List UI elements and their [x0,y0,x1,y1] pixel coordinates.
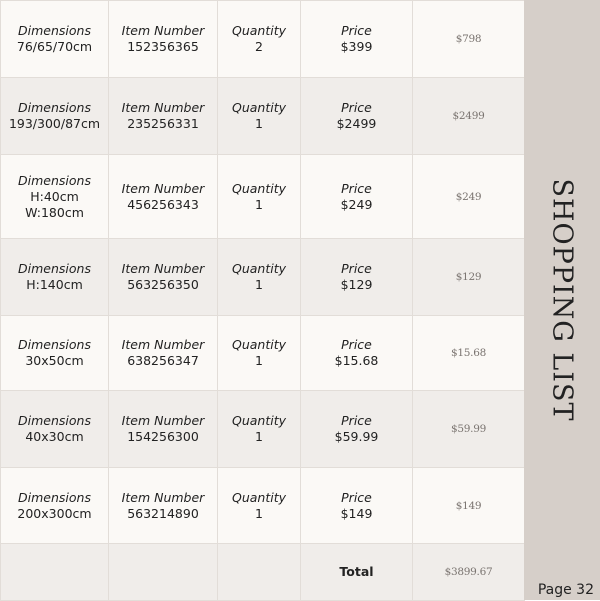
price-label: Price [341,413,372,428]
quantity-value: 1 [255,116,263,131]
quantity-label: Quantity [231,413,287,428]
item-number-label: Item Number [121,100,205,115]
total-row [1,544,525,601]
item-number-cell [109,468,218,544]
table-row [1,316,525,391]
item-number-cell [109,78,218,155]
quantity-value: 1 [255,277,263,292]
subtotal-cell: $149 [413,468,525,544]
item-number-label: Item Number [121,180,205,196]
dimensions-label: Dimensions [18,172,91,188]
price-cell [301,468,413,544]
item-number-cell [109,239,218,316]
dimensions-value: 40x30cm [25,429,84,444]
price-cell [301,78,413,155]
quantity-cell [218,155,301,239]
price-value: $59.99 [334,429,379,444]
table-row [1,239,525,316]
item-number-label: Item Number [121,261,205,276]
item-number-cell [109,316,218,391]
subtotal-cell: $129 [413,239,525,316]
quantity-label: Quantity [231,337,287,352]
item-number-value: 235256331 [127,116,199,131]
subtotal-cell: $798 [413,1,525,78]
item-number-value: 456256343 [127,196,199,212]
dimensions-cell [1,391,109,468]
price-cell [301,239,413,316]
item-number-value: 563256350 [127,277,199,292]
subtotal-cell: $249 [413,155,525,239]
dimensions-value: W:180cm [25,204,84,220]
dimensions-cell [1,316,109,391]
quantity-cell [218,239,301,316]
item-number-label: Item Number [121,489,205,505]
quantity-value: 1 [255,505,263,521]
table-row [1,155,525,239]
item-number-cell [109,391,218,468]
item-number-cell [109,1,218,78]
quantity-cell [218,1,301,78]
dimensions-value: 193/300/87cm [8,116,101,131]
item-number-label: Item Number [121,337,205,352]
total-label: Total [301,544,413,601]
table-row [1,468,525,544]
dimensions-value: H:140cm [26,277,83,292]
price-value: $15.68 [334,353,379,368]
quantity-value: 2 [255,39,263,54]
subtotal-cell: $59.99 [413,391,525,468]
empty-cell [218,544,301,601]
price-value: $149 [340,505,373,521]
item-number-value: 563214890 [127,505,199,521]
dimensions-value: 200x300cm [17,505,92,521]
subtotal-cell: $2499 [413,78,525,155]
price-cell [301,155,413,239]
dimensions-label: Dimensions [18,100,91,115]
dimensions-label: Dimensions [18,413,91,428]
dimensions-cell [1,155,109,239]
shopping-list-title: SHOPPING LIST [546,178,578,422]
dimensions-value: 30x50cm [25,353,84,368]
dimensions-label: Dimensions [18,23,91,38]
quantity-label: Quantity [231,180,287,196]
item-number-value: 638256347 [127,353,199,368]
item-number-value: 152356365 [127,39,199,54]
quantity-label: Quantity [231,23,287,38]
quantity-cell [218,468,301,544]
table-row [1,78,525,155]
quantity-label: Quantity [231,100,287,115]
empty-cell [1,544,109,601]
side-panel [524,0,600,600]
price-cell [301,391,413,468]
subtotal-cell: $15.68 [413,316,525,391]
quantity-label: Quantity [231,489,287,505]
dimensions-value: H:40cm [30,188,79,204]
quantity-value: 1 [255,196,263,212]
dimensions-cell [1,239,109,316]
dimensions-label: Dimensions [18,337,91,352]
dimensions-label: Dimensions [18,261,91,276]
dimensions-cell [1,78,109,155]
quantity-cell [218,316,301,391]
dimensions-cell [1,468,109,544]
item-number-cell [109,155,218,239]
price-value: $129 [340,277,373,292]
price-value: $249 [340,196,373,212]
table-row [1,1,525,78]
page-number: Page 32 [537,582,594,598]
dimensions-value: 76/65/70cm [16,39,93,54]
price-label: Price [341,337,372,352]
price-label: Price [341,489,372,505]
quantity-label: Quantity [231,261,287,276]
price-cell [301,316,413,391]
price-label: Price [341,23,372,38]
quantity-value: 1 [255,429,263,444]
price-label: Price [341,261,372,276]
item-number-label: Item Number [121,413,205,428]
price-label: Price [341,100,372,115]
total-value: $3899.67 [413,544,525,601]
item-number-label: Item Number [121,23,205,38]
empty-cell [109,544,218,601]
quantity-cell [218,78,301,155]
price-label: Price [341,180,372,196]
dimensions-cell [1,1,109,78]
quantity-value: 1 [255,353,263,368]
quantity-cell [218,391,301,468]
price-value: $399 [340,39,373,54]
price-value: $2499 [336,116,377,131]
dimensions-label: Dimensions [18,489,91,505]
price-cell [301,1,413,78]
table-row [1,391,525,468]
item-number-value: 154256300 [127,429,199,444]
